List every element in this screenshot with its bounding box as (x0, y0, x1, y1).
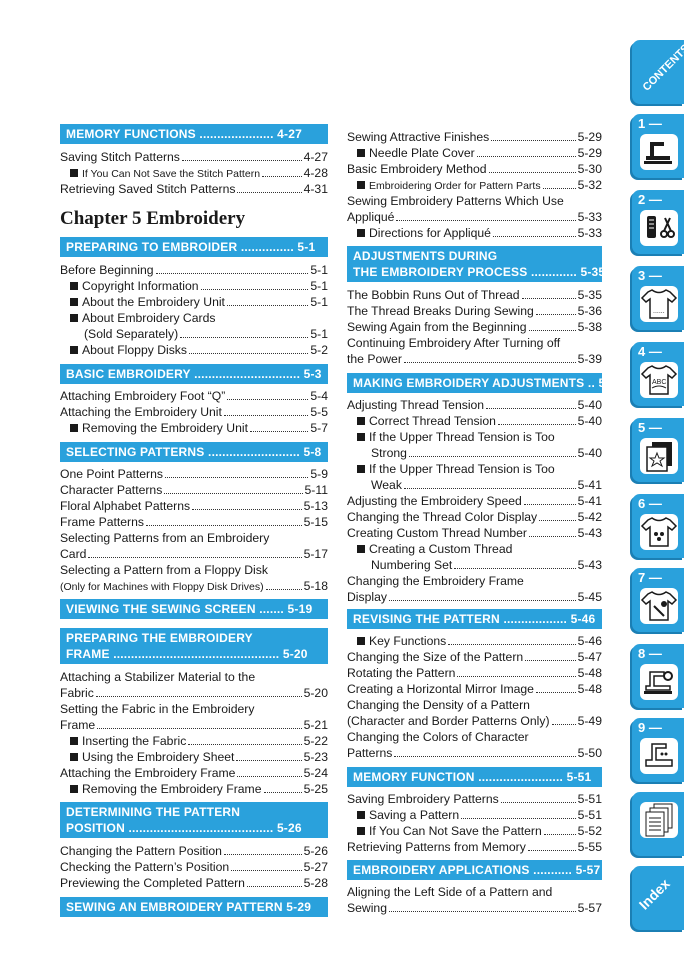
toc-entry[interactable]: Continuing Embroidery After Turning off (347, 336, 561, 350)
toc-entry[interactable]: Strong 5-40 (371, 446, 602, 460)
toc-entry[interactable]: Patterns 5-50 (347, 746, 602, 760)
toc-entry[interactable]: Removing the Embroidery Frame 5-25 (60, 781, 328, 797)
toc-entry[interactable]: Setting the Fabric in the Embroidery (60, 702, 255, 716)
toc-entry[interactable]: Attaching the Embroidery Unit 5-5 (60, 405, 328, 419)
toc-entry[interactable]: the Power 5-39 (347, 352, 602, 366)
toc-entry[interactable]: Correct Thread Tension 5-40 (347, 413, 602, 429)
toc-entry[interactable]: Floral Alphabet Patterns 5-13 (60, 499, 328, 513)
tab-chapter-4[interactable]: 4 — ABC (632, 342, 684, 406)
toc-entry[interactable]: Display 5-45 (347, 590, 602, 604)
bullet-square-icon (70, 785, 78, 793)
bullet-square-icon (357, 229, 365, 237)
section-title: MEMORY FUNCTIONS (66, 127, 200, 141)
bullet-square-icon (357, 417, 365, 425)
section-bar-making-adjustments[interactable]: MAKING EMBROIDERY ADJUSTMENTS .. 5-40 (347, 373, 602, 393)
toc-entry[interactable]: If You Can Not Save the Stitch Pattern 4-28 (60, 165, 328, 181)
svg-text:......: ...... (653, 308, 665, 315)
toc-entry[interactable]: Sewing Attractive Finishes 5-29 (347, 130, 602, 144)
toc-entry[interactable]: Previewing the Completed Pattern 5-28 (60, 876, 328, 890)
toc-entry[interactable]: Sewing Embroidery Patterns Which Use (347, 194, 564, 208)
bullet-square-icon (357, 545, 365, 553)
bullet-square-icon (357, 149, 365, 157)
toc-entry[interactable]: If the Upper Thread Tension is Too (347, 429, 602, 445)
section-bar-position[interactable]: DETERMINING THE PATTERN POSITION ......................................... 5-26 (60, 802, 328, 838)
bullet-square-icon (70, 753, 78, 761)
thread-scissors-icon (640, 210, 678, 246)
toc-entry[interactable]: Fabric 5-20 (60, 686, 328, 700)
toc-entry[interactable]: Appliqué 5-33 (347, 210, 602, 224)
toc-entry[interactable]: About Embroidery Cards (60, 310, 328, 326)
bullet-square-icon (70, 737, 78, 745)
tab-chapter-6[interactable]: 6 — (632, 494, 684, 558)
tab-index[interactable]: Index (632, 866, 684, 930)
section-bar-memory-function[interactable]: MEMORY FUNCTION ........................ 5-51 (347, 767, 602, 787)
toc-entry[interactable]: Saving Embroidery Patterns 5-51 (347, 792, 602, 806)
toc-entry[interactable]: Attaching a Stabilizer Material to the (60, 670, 256, 684)
toc-entry[interactable]: Creating a Custom Thread (347, 541, 602, 557)
toc-entry[interactable]: Frame Patterns 5-15 (60, 515, 328, 529)
embroidery-card-icon (640, 438, 678, 474)
toc-entry[interactable]: Selecting Patterns from an Embroidery (60, 531, 270, 545)
svg-text:ABC: ABC (652, 379, 667, 386)
toc-entry[interactable]: One Point Patterns 5-9 (60, 467, 328, 481)
tab-chapter-9[interactable]: 9 — (632, 718, 684, 782)
toc-entry[interactable]: Changing the Embroidery Frame (347, 574, 524, 588)
toc-entry[interactable]: Retrieving Patterns from Memory 5-55 (347, 840, 602, 854)
toc-entry[interactable]: If You Can Not Save the Pattern 5-52 (347, 823, 602, 839)
section-bar-applications[interactable]: EMBROIDERY APPLICATIONS ........... 5-57 (347, 860, 602, 880)
toc-entry[interactable]: Character Patterns 5-11 (60, 483, 328, 497)
tab-chapter-8[interactable]: 8 — (632, 644, 684, 708)
sewing-machine-icon (640, 134, 678, 170)
maintenance-machine-icon (640, 664, 678, 700)
toc-entry[interactable]: Creating Custom Thread Number 5-43 (347, 526, 602, 540)
toc-entry[interactable]: Adjusting the Embroidery Speed 5-41 (347, 494, 602, 508)
section-bar-memory-functions[interactable]: MEMORY FUNCTIONS ..................... 4-27 (60, 124, 328, 144)
tab-chapter-7[interactable]: 7 — (632, 568, 684, 632)
toc-entry[interactable]: Sewing 5-57 (347, 901, 602, 915)
bullet-square-icon (357, 827, 365, 835)
section-bar-preparing[interactable]: PREPARING TO EMBROIDER ............... 5-1 (60, 237, 328, 257)
documents-icon (640, 802, 678, 838)
toc-entry[interactable]: Frame 5-21 (60, 718, 328, 732)
shirt-needle-icon (640, 588, 678, 624)
shirt-icon (640, 286, 678, 322)
toc-entry[interactable]: About the Embroidery Unit 5-1 (60, 294, 328, 310)
toc-entry[interactable]: Needle Plate Cover 5-29 (347, 145, 602, 161)
toc-entry[interactable]: If the Upper Thread Tension is Too (347, 461, 602, 477)
toc-entry[interactable]: Changing the Thread Color Display 5-42 (347, 510, 602, 524)
decorated-shirt-icon (640, 514, 678, 550)
section-bar-basic[interactable]: BASIC EMBROIDERY .............................. 5-3 (60, 364, 328, 384)
toc-entry[interactable]: Weak 5-41 (371, 478, 602, 492)
toc-entry[interactable]: (Sold Separately) 5-1 (84, 327, 328, 341)
toc-entry[interactable]: Creating a Horizontal Mirror Image 5-48 (347, 682, 602, 696)
toc-entry[interactable]: Before Beginning 5-1 (60, 263, 328, 277)
toc-entry[interactable]: About Floppy Disks 5-2 (60, 342, 328, 358)
toc-entry[interactable]: The Thread Breaks During Sewing 5-36 (347, 304, 602, 318)
toc-entry[interactable]: Key Functions 5-46 (347, 633, 602, 649)
machine-outline-icon (640, 738, 678, 774)
toc-entry[interactable]: Changing the Size of the Pattern 5-47 (347, 650, 602, 664)
toc-entry[interactable]: Checking the Pattern’s Position 5-27 (60, 860, 328, 874)
toc-entry[interactable]: Numbering Set 5-43 (371, 558, 602, 572)
toc-entry[interactable]: (Character and Border Patterns Only) 5-49 (347, 714, 602, 728)
toc-entry[interactable]: Changing the Colors of Character (347, 730, 529, 744)
bullet-square-icon (70, 424, 78, 432)
bullet-square-icon (357, 465, 365, 473)
section-page: 4-27 (277, 127, 302, 141)
section-bar-viewing[interactable]: VIEWING THE SEWING SCREEN ....... 5-19 (60, 599, 328, 619)
toc-entry[interactable]: The Bobbin Runs Out of Thread 5-35 (347, 288, 602, 302)
tab-chapter-10[interactable] (632, 792, 684, 856)
section-bar-selecting[interactable]: SELECTING PATTERNS .......................... 5-8 (60, 442, 328, 462)
bullet-square-icon (70, 298, 78, 306)
bullet-square-icon (70, 282, 78, 290)
toc-entry[interactable]: (Only for Machines with Floppy Disk Drives) 5-18 (60, 579, 328, 593)
bullet-square-icon (357, 811, 365, 819)
toc-entry[interactable]: Directions for Appliqué 5-33 (347, 225, 602, 241)
toc-entry[interactable]: Using the Embroidery Sheet 5-23 (60, 749, 328, 765)
section-bar-revising[interactable]: REVISING THE PATTERN .................. 5-46 (347, 609, 602, 629)
toc-entry[interactable]: Copyright Information 5-1 (60, 278, 328, 294)
section-bar-preparing-frame[interactable]: PREPARING THE EMBROIDERY FRAME ............................................... 5-20 (60, 628, 328, 664)
bullet-square-icon (70, 314, 78, 322)
toc-entry[interactable]: Sewing Again from the Beginning 5-38 (347, 320, 602, 334)
toc-entry[interactable]: Changing the Pattern Position 5-26 (60, 844, 328, 858)
toc-entry[interactable]: Embroidering Order for Pattern Parts 5-32 (347, 177, 602, 193)
toc-entry[interactable]: Attaching Embroidery Foot “Q” 5-4 (60, 389, 328, 403)
toc-entry[interactable]: Attaching the Embroidery Frame 5-24 (60, 766, 328, 780)
toc-entry[interactable]: Basic Embroidery Method 5-30 (347, 162, 602, 176)
toc-entry[interactable]: Changing the Density of a Pattern (347, 698, 530, 712)
bullet-square-icon (357, 637, 365, 645)
bullet-square-icon (70, 169, 78, 177)
tab-chapter-1[interactable]: 1 — (632, 114, 684, 178)
bullet-square-icon (70, 346, 78, 354)
section-bar-adjustments[interactable]: ADJUSTMENTS DURING THE EMBROIDERY PROCESS ............. 5-35 (347, 246, 602, 282)
toc-entry[interactable]: Selecting a Pattern from a Floppy Disk (60, 563, 268, 577)
toc-entry[interactable]: Card 5-17 (60, 547, 328, 561)
toc-entry[interactable]: Saving a Pattern 5-51 (347, 807, 602, 823)
toc-entry[interactable]: Removing the Embroidery Unit 5-7 (60, 420, 328, 436)
toc-entry[interactable]: Retrieving Saved Stitch Patterns 4-31 (60, 182, 328, 196)
chapter-title: Chapter 5 Embroidery (60, 208, 246, 229)
toc-entry[interactable]: Inserting the Fabric 5-22 (60, 733, 328, 749)
toc-entry[interactable]: Rotating the Pattern 5-48 (347, 666, 602, 680)
section-bar-sewing[interactable]: SEWING AN EMBROIDERY PATTERN 5-29 (60, 897, 328, 917)
tab-chapter-5[interactable]: 5 — (632, 418, 684, 482)
tab-contents[interactable]: CONTENTS (632, 40, 684, 104)
toc-entry[interactable]: Adjusting Thread Tension 5-40 (347, 398, 602, 412)
tab-chapter-2[interactable]: 2 — (632, 190, 684, 254)
tab-chapter-3[interactable]: 3 — ...... (632, 266, 684, 330)
toc-entry[interactable]: Aligning the Left Side of a Pattern and (347, 885, 553, 899)
bullet-square-icon (357, 181, 365, 189)
embroidered-shirt-icon (640, 362, 678, 398)
toc-entry[interactable]: Saving Stitch Patterns 4-27 (60, 150, 328, 164)
bullet-square-icon (357, 433, 365, 441)
